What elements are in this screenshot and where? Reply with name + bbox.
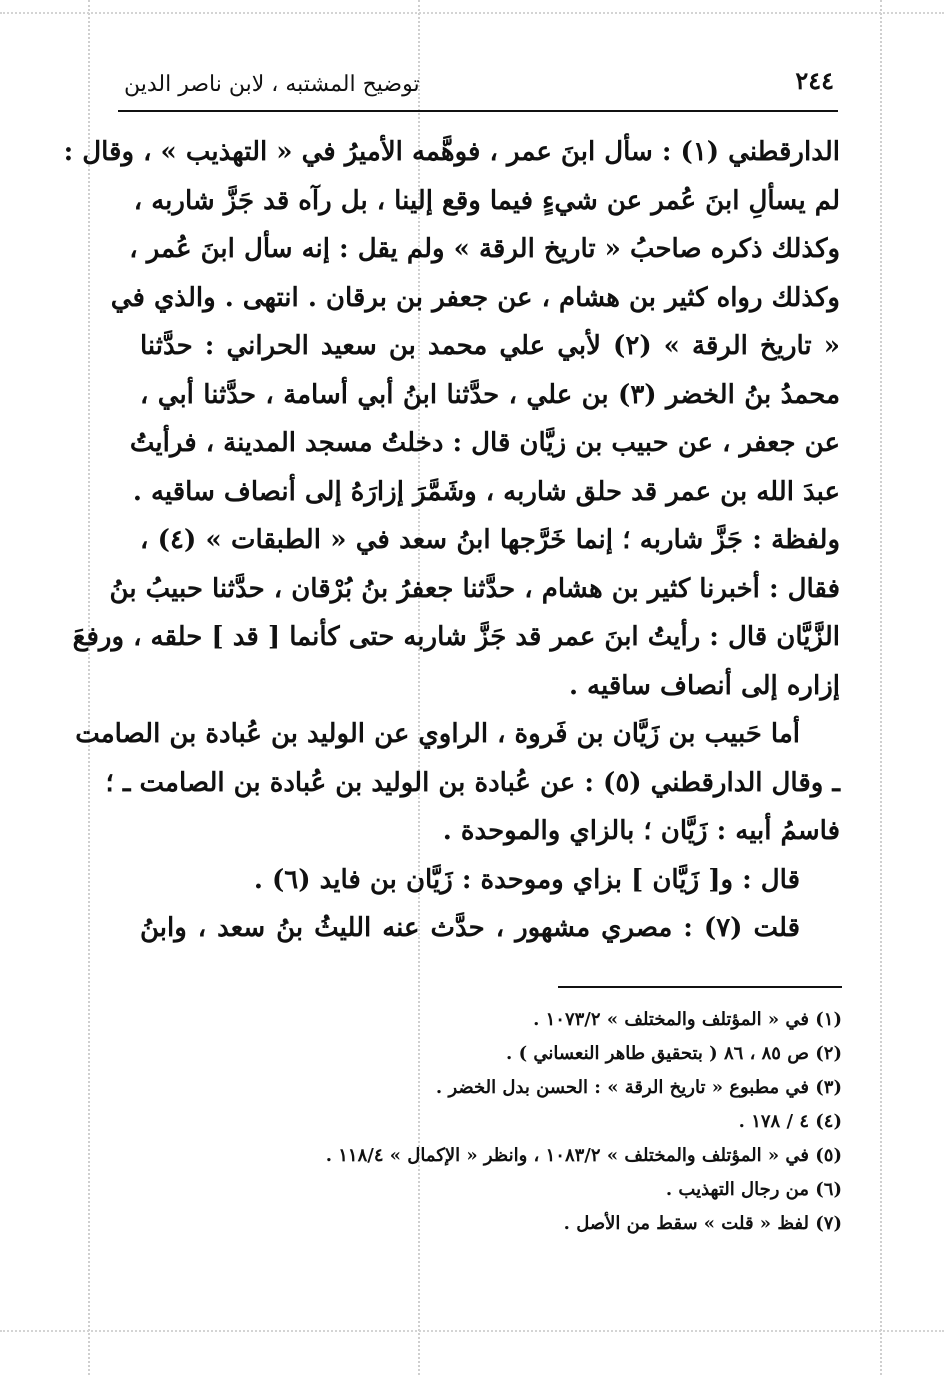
text-line: قلت (٧) : مصري مشهور ، حدَّث عنه الليثُ بنُ سعد ، وابنُ <box>140 913 801 943</box>
footnote: (٥) في « المؤتلف والمختلف » ١٠٨٣/٢ ، وانظر « الإكمال » ١١٨/٤ . <box>325 1145 842 1166</box>
running-title: توضيح المشتبه ، لابن ناصر الدين <box>124 72 420 97</box>
text-line: قال : و[ زَيَّان ] بزاي وموحدة : زَيَّان بن فايد (٦) . <box>253 864 800 895</box>
footnote: (٤) ٤ / ١٧٨ . <box>738 1111 842 1132</box>
text-line: محمدُ بنُ الخضر (٣) بن علي ، حدَّثنا ابنُ أبي أسامة ، حدَّثنا أبي ، <box>140 379 840 410</box>
text-line: إزاره إلى أنصاف ساقيه . <box>568 670 840 701</box>
text-line: فاسمُ أبيه : زَيَّان ؛ بالزاي والموحدة . <box>442 816 840 846</box>
footnotes <box>180 1003 842 1241</box>
text-line: عبدَ الله بن عمر قد حلق شاربه ، وشَمَّرَ إزارَهُ إلى أنصاف ساقيه . <box>132 476 840 507</box>
text-line: وكذلك ذكره صاحبُ « تاريخ الرقة » ولم يقل : إنه سأل ابنَ عُمر ، <box>129 234 840 264</box>
main-text <box>63 128 840 953</box>
text-line: فقال : أخبرنا كثير بن هشام ، حدَّثنا جعفرُ بنُ بُرْقان ، حدَّثنا حبيبُ بنُ <box>109 573 840 604</box>
footnote: (٧) لفظ « قلت » سقط من الأصل . <box>563 1213 842 1234</box>
text-line: ـ وقال الدارقطني (٥) : عن عُبادة بن الوليد بن عُبادة بن الصامت ـ ؛ <box>105 767 840 798</box>
page-header <box>118 58 838 108</box>
text-line: لم يسألِ ابنَ عُمر عن شيءٍ فيما وقع إلينا ، بل رآه قد جَزَّ شاربه ، <box>133 185 840 216</box>
scan-artifact <box>880 0 882 1375</box>
text-line: أما حَبيب بن زَيَّان بن فَروة ، الراوي عن الوليد بن عُبادة بن الصامت <box>75 719 800 749</box>
scan-artifact <box>0 12 944 14</box>
footnote: (١) في « المؤتلف والمختلف » ١٠٧٣/٢ . <box>533 1009 842 1030</box>
footnote: (٣) في مطبوع « تاريخ الرقة » : الحسن بدل الخضر . <box>435 1077 842 1098</box>
text-line: ولفظة : جَزَّ شاربه ؛ إنما خَرَّجها ابنُ سعد في « الطبقات » (٤) ، <box>140 525 840 555</box>
text-line: الدارقطني (١) : سأل ابنَ عمر ، فوهَّمه الأميرُ في « التهذيب » ، وقال : <box>63 137 840 167</box>
text-line: وكذلك رواه كثير بن هشام ، عن جعفر بن برقان . انتهى . والذي في <box>110 282 840 313</box>
header-rule <box>118 110 838 112</box>
text-line: الزَّيَّان قال : رأيتُ ابنَ عمر قد جَزَّ شاربه حتى كأنما [ قد ] حلقه ، ورفعَ <box>72 622 840 652</box>
text-line: عن جعفر ، عن حبيب بن زيَّان قال : دخلتُ مسجد المدينة ، فرأيتُ <box>129 428 840 458</box>
footnote: (٦) من رجال التهذيب . <box>665 1179 842 1200</box>
scan-artifact <box>88 0 90 1375</box>
page-number: ٢٤٤ <box>795 66 834 95</box>
footnote: (٢) ص ٨٥ ، ٨٦ ( بتحقيق طاهر النعساني ) . <box>506 1043 842 1064</box>
scan-artifact <box>0 1330 944 1332</box>
footnote-rule <box>558 986 842 988</box>
text-line: « تاريخ الرقة » (٢) لأبي علي محمد بن سعيد الحراني : حدَّثنا <box>140 331 840 361</box>
